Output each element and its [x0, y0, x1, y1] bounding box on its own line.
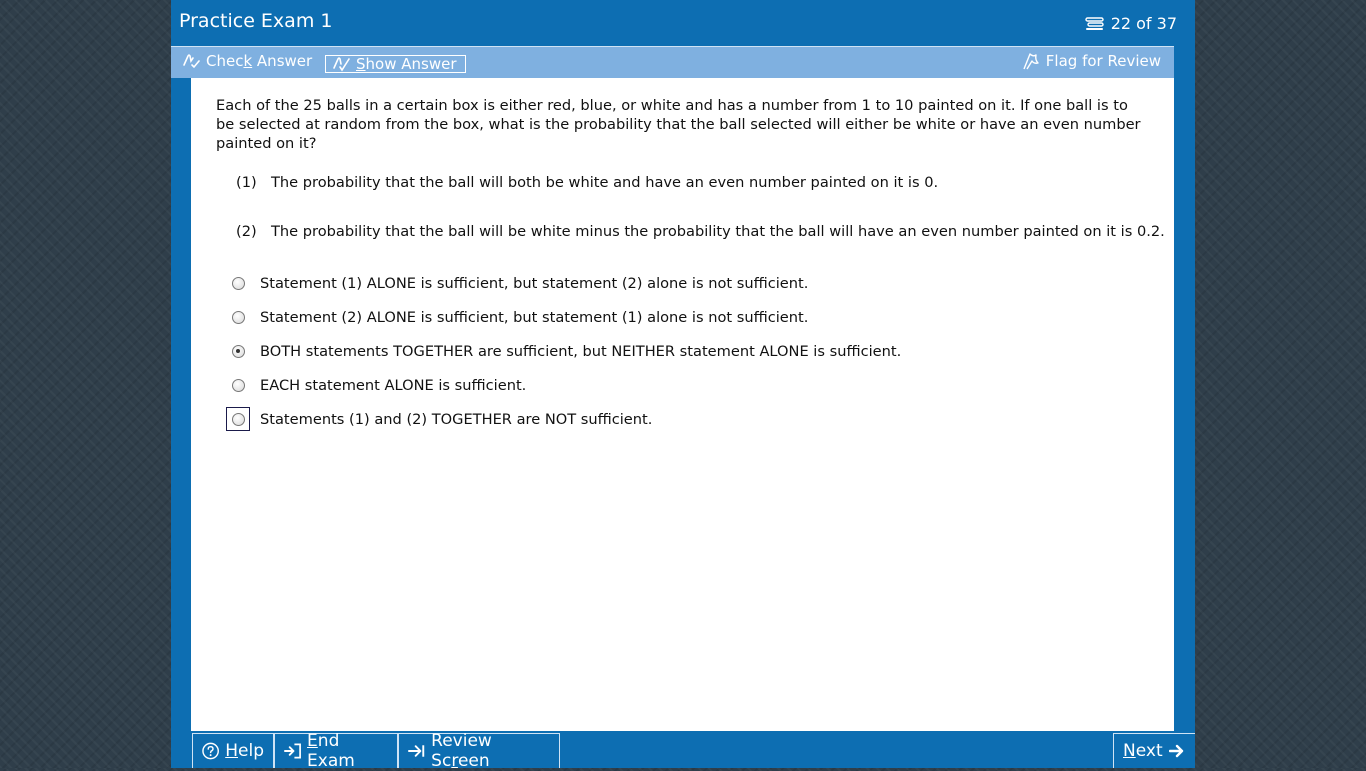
- exam-window: [171, 0, 1195, 771]
- answer-choice-b[interactable]: [226, 304, 808, 330]
- statement-number: (2): [236, 223, 257, 240]
- show-answer-icon: [332, 56, 350, 72]
- radio-container: [226, 305, 250, 329]
- answer-choice-label: BOTH statements TOGETHER are sufficient, but NEITHER statement ALONE is sufficient.: [260, 342, 902, 360]
- statement-text: The probability that the ball will both be white and have an even number painted on it is 0.: [271, 174, 939, 191]
- answer-choice-label: Statement (2) ALONE is sufficient, but statement (1) alone is not sufficient.: [260, 308, 809, 326]
- radio-button[interactable]: [232, 413, 245, 426]
- radio-container: [226, 271, 250, 295]
- help-circle-icon: [202, 742, 219, 760]
- list-icon: [1085, 17, 1105, 31]
- radio-container: [226, 373, 250, 397]
- answer-choice-d[interactable]: [226, 372, 526, 398]
- answer-choice-c[interactable]: [226, 338, 901, 364]
- answer-choice-label: Statements (1) and (2) TOGETHER are NOT sufficient.: [260, 410, 653, 428]
- check-answer-icon: [182, 53, 200, 69]
- flag-for-review-button[interactable]: [1022, 52, 1161, 70]
- toolbar: [171, 46, 1174, 78]
- help-button[interactable]: [192, 733, 274, 768]
- statement-2: [236, 223, 1165, 240]
- next-button[interactable]: [1113, 733, 1195, 768]
- radio-button[interactable]: [232, 277, 245, 290]
- answer-choice-a[interactable]: [226, 270, 808, 296]
- radio-button[interactable]: [232, 311, 245, 324]
- check-answer-button[interactable]: [182, 52, 312, 70]
- answer-choice-label: EACH statement ALONE is sufficient.: [260, 376, 527, 394]
- review-screen-button[interactable]: [398, 731, 560, 771]
- question-panel: [191, 78, 1174, 731]
- bottom-navigation-bar: [171, 731, 1195, 771]
- help-label: Help: [225, 741, 264, 761]
- next-label: Next: [1123, 741, 1163, 761]
- show-answer-button[interactable]: [325, 55, 466, 73]
- end-exam-button[interactable]: [274, 731, 398, 771]
- exam-title: Practice Exam 1: [179, 10, 333, 32]
- flag-icon: [1022, 52, 1040, 70]
- radio-focus-ring: [226, 407, 250, 431]
- radio-button-selected[interactable]: [232, 345, 245, 358]
- radio-container: [226, 339, 250, 363]
- question-counter-text: 22 of 37: [1110, 14, 1177, 33]
- statement-text: The probability that the ball will be white minus the probability that the ball will have an even number painted on it is 0.2.: [271, 223, 1165, 240]
- check-answer-label: Check Answer: [206, 52, 313, 70]
- flag-for-review-label: Flag for Review: [1045, 52, 1161, 70]
- question-counter: [1085, 14, 1177, 33]
- answer-choice-e[interactable]: [226, 406, 652, 432]
- question-stem: Each of the 25 balls in a certain box is either red, blue, or white and has a number from 1 to 10 painted on it. If one ball is to be selected at random from the box, what is the probability that the ball selected will either be white or have an even number painted on it?: [216, 97, 1141, 152]
- title-bar: [171, 0, 1195, 46]
- arrow-to-bar-icon: [408, 743, 425, 759]
- review-screen-label: Review Screen: [431, 731, 492, 771]
- exit-icon: [284, 743, 301, 759]
- show-answer-label: Show Answer: [356, 55, 457, 73]
- arrow-right-icon: [1169, 743, 1185, 759]
- statement-1: [236, 174, 938, 191]
- end-exam-label: End Exam: [307, 731, 355, 771]
- statement-number: (1): [236, 174, 257, 191]
- answer-choice-label: Statement (1) ALONE is sufficient, but statement (2) alone is not sufficient.: [260, 274, 809, 292]
- radio-button[interactable]: [232, 379, 245, 392]
